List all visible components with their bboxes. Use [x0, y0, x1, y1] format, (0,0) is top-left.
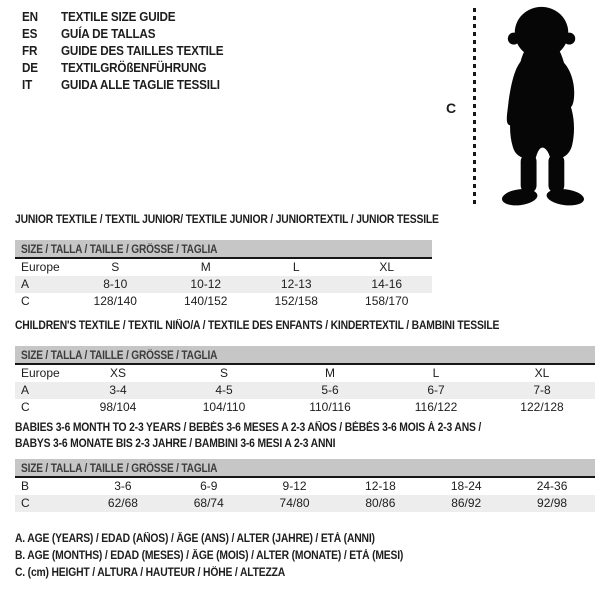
junior-size-table [15, 240, 432, 310]
height-cell: 74/80 [279, 496, 310, 510]
height-cell: 68/74 [193, 496, 224, 510]
height-cell: 158/170 [365, 294, 409, 308]
height-cell: 110/116 [309, 400, 351, 414]
children-size-table [15, 346, 595, 416]
height-cell: 128/140 [93, 294, 137, 308]
table-row-age [15, 276, 432, 293]
age-cell: 7-8 [533, 383, 551, 397]
row-label: Europe [21, 260, 60, 274]
language-row-en [22, 8, 241, 25]
language-code: IT [22, 77, 33, 92]
language-code: DE [22, 60, 38, 75]
guide-title-es: GUÍA DE TALLAS [61, 26, 156, 41]
row-label: C [21, 400, 30, 414]
height-cell: 62/68 [107, 496, 138, 510]
months-cell: 3-6 [114, 479, 132, 493]
months-cell: 6-9 [200, 479, 218, 493]
age-cell: 5-6 [321, 383, 339, 397]
legend-notes [15, 531, 446, 582]
legend-note-a: A. AGE (YEARS) / EDAD (AÑOS) / ÂGE (ANS) / ALTER (JAHRE) / ETÀ (ANNI) [15, 533, 375, 545]
table-row-height [15, 495, 595, 512]
size-header-label: SIZE / TALLA / TAILLE / GRÖSSE / TAGLIA [21, 350, 218, 362]
size-header-label: SIZE / TALLA / TAILLE / GRÖSSE / TAGLIA [21, 244, 218, 256]
age-cell: 10-12 [190, 277, 222, 291]
section-title-babies-line1: BABIES 3-6 MONTH TO 2-3 YEARS / BEBÉS 3-6 MESES A 2-3 AÑOS / BÉBÉS 3-6 MOIS À 2-3 ANS / [15, 422, 482, 434]
height-cell: 80/86 [365, 496, 396, 510]
size-cell: S [111, 260, 120, 274]
language-row-de [22, 59, 241, 76]
height-cell: 116/122 [414, 400, 458, 414]
size-cell: XL [534, 366, 550, 380]
size-cell: L [432, 366, 440, 380]
language-row-es [22, 25, 241, 42]
size-cell: L [292, 260, 300, 274]
section-title-children: CHILDREN'S TEXTILE / TEXTIL NIÑO/A / TEXTILE DES ENFANTS / KINDERTEXTIL / BAMBINI TESSILE [15, 320, 500, 332]
table-row-age [15, 382, 595, 399]
language-row-it [22, 76, 241, 93]
guide-title-fr: GUIDE DES TAILLES TEXTILE [61, 43, 224, 58]
height-cell: 104/110 [202, 400, 246, 414]
height-cell: 98/104 [99, 400, 137, 414]
language-code: FR [22, 43, 38, 58]
section-title-junior: JUNIOR TEXTILE / TEXTIL JUNIOR/ TEXTILE JUNIOR / JUNIORTEXTIL / JUNIOR TESSILE [15, 214, 439, 226]
babies-size-table [15, 459, 595, 512]
table-row-europe [15, 365, 595, 382]
height-cell: 152/158 [274, 294, 318, 308]
months-cell: 12-18 [365, 479, 396, 493]
guide-title-it: GUIDA ALLE TAGLIE TESSILI [61, 77, 220, 92]
language-row-fr [22, 42, 241, 59]
age-cell: 4-5 [215, 383, 233, 397]
months-cell: 9-12 [282, 479, 307, 493]
language-code: EN [22, 9, 38, 24]
size-cell: M [200, 260, 211, 274]
table-row-europe [15, 259, 432, 276]
size-header-bar [15, 346, 595, 365]
row-label: C [21, 496, 30, 510]
language-title-list [22, 8, 241, 93]
size-header-bar [15, 459, 595, 478]
size-header-label: SIZE / TALLA / TAILLE / GRÖSSE / TAGLIA [21, 463, 218, 475]
height-cell: 122/128 [520, 400, 564, 414]
size-cell: S [219, 366, 228, 380]
row-label: A [21, 383, 30, 397]
row-label: Europe [21, 366, 60, 380]
language-code: ES [22, 26, 38, 41]
size-cell: M [325, 366, 335, 380]
size-header-bar [15, 240, 432, 259]
legend-note-b: B. AGE (MONTHS) / EDAD (MESES) / ÂGE (MOIS) / ALTER (MONATE) / ETÀ (MESI) [15, 550, 404, 562]
size-cell: XL [379, 260, 395, 274]
months-cell: 18-24 [450, 479, 482, 493]
age-cell: 14-16 [371, 277, 403, 291]
age-cell: 3-4 [109, 383, 127, 397]
size-cell: XS [109, 366, 126, 380]
age-cell: 12-13 [280, 277, 312, 291]
height-cell: 92/98 [537, 496, 568, 510]
months-cell: 24-36 [536, 479, 568, 493]
row-label: C [21, 294, 30, 308]
baby-silhouette-icon [485, 4, 599, 212]
row-label: B [21, 479, 30, 493]
section-title-babies-line2: BABYS 3-6 MONATE BIS 2-3 JAHRE / BAMBINI 3-6 MESI A 2-3 ANNI [15, 438, 336, 450]
table-row-height [15, 293, 432, 310]
guide-title-de: TEXTILGRÖßENFÜHRUNG [61, 60, 207, 75]
age-cell: 6-7 [427, 383, 445, 397]
row-label: A [21, 277, 30, 291]
height-cell: 86/92 [451, 496, 482, 510]
height-measure-dashed-line [473, 8, 476, 208]
height-cell: 140/152 [184, 294, 228, 308]
baby-figure-area [440, 4, 598, 216]
table-row-height [15, 399, 595, 416]
legend-note-c: C. (cm) HEIGHT / ALTURA / HAUTEUR / HÖHE / ALTEZZA [15, 567, 286, 579]
height-measure-label: C [446, 100, 457, 116]
age-cell: 8-10 [103, 277, 128, 291]
table-row-months [15, 478, 595, 495]
guide-title-en: TEXTILE SIZE GUIDE [61, 9, 176, 24]
